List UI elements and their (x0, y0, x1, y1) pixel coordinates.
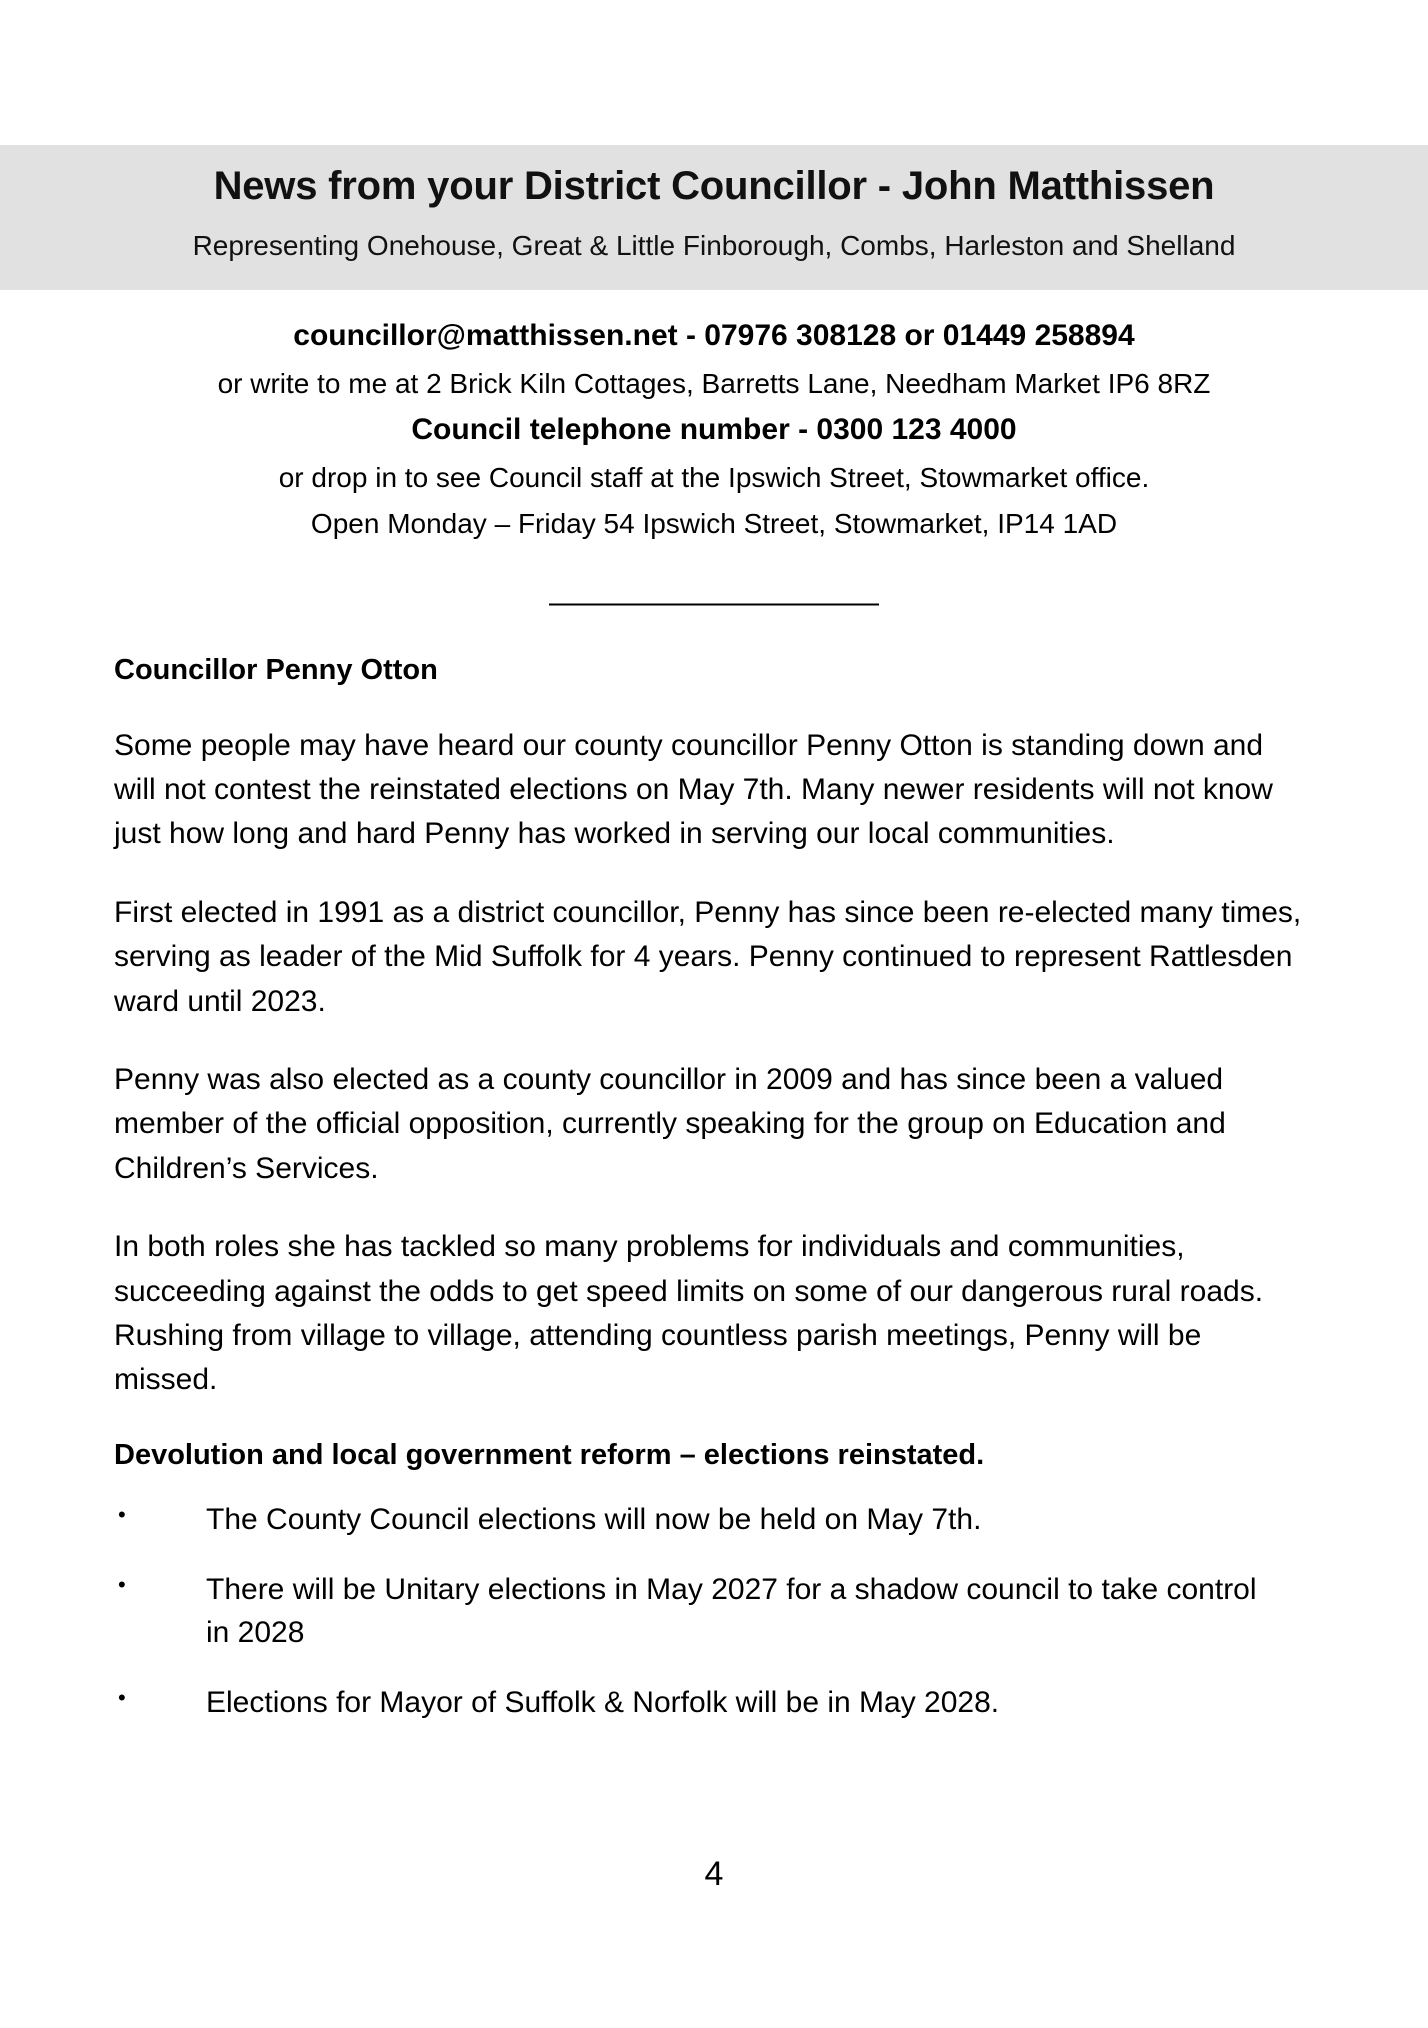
list-item (114, 1568, 1314, 1655)
contact-email-phone: councillor@matthissen.net - 07976 308128 or 01449 258894 (293, 319, 1135, 352)
contact-block (0, 315, 1428, 543)
devolution-bullet-list (114, 1498, 1314, 1724)
contact-dropin-note: or drop in to see Council staff at the Ipswich Street, Stowmarket office. (278, 461, 1150, 493)
devolution-heading: Devolution and local government reform – elections reinstated. (114, 1438, 985, 1471)
contact-opening-hours: Open Monday – Friday 54 Ipswich Street, Stowmarket, IP14 1AD (310, 507, 1118, 539)
list-item (114, 1681, 1314, 1725)
list-item (114, 1498, 1314, 1542)
bullet-marker-icon: • (118, 1502, 126, 1528)
article-paragraph: First elected in 1991 as a district councillor, Penny has since been re-elected many times, serving as leader of the Mid Suffolk for 4 years. Penny continued to represent Rattlesden ward until 2023. (114, 895, 1302, 1018)
list-item-label: There will be Unitary elections in May 2027 for a shadow council to take control in 2028 (206, 1572, 1257, 1650)
article-paragraph: In both roles she has tackled so many problems for individuals and communities, succeeding against the odds to get speed limits on some of our dangerous rural roads. Rushing from village to village, attending countless parish meetings, Penny will be missed. (114, 1230, 1264, 1397)
article-heading: Councillor Penny Otton (114, 654, 438, 686)
page-number: 4 (704, 1855, 724, 1893)
list-item-label: Elections for Mayor of Suffolk & Norfolk will be in May 2028. (206, 1685, 1000, 1719)
header-subtitle: Representing Onehouse, Great & Little Finborough, Combs, Harleston and Shelland (192, 230, 1236, 261)
list-item-label: The County Council elections will now be held on May 7th. (206, 1503, 982, 1537)
section-divider: ——————————— (549, 586, 879, 619)
bullet-marker-icon: • (118, 1684, 126, 1710)
article-paragraph: Penny was also elected as a county councillor in 2009 and has since been a valued member of the official opposition, currently speaking for the group on Education and Children’s Services. (114, 1063, 1226, 1185)
article-body (114, 652, 1314, 1750)
article-paragraph: Some people may have heard our county councillor Penny Otton is standing down and will not contest the reinstated elections on May 7th. Many newer residents will not know just how long and hard Penny has worked in serving our local communities. (114, 728, 1273, 851)
contact-council-phone: Council telephone number - 0300 123 4000 (411, 413, 1017, 447)
bullet-marker-icon: • (118, 1571, 126, 1597)
contact-postal-address: or write to me at 2 Brick Kiln Cottages, Barretts Lane, Needham Market IP6 8RZ (217, 367, 1211, 399)
page-title: News from your District Councillor - John Matthissen (213, 164, 1215, 208)
header-band (0, 145, 1428, 290)
